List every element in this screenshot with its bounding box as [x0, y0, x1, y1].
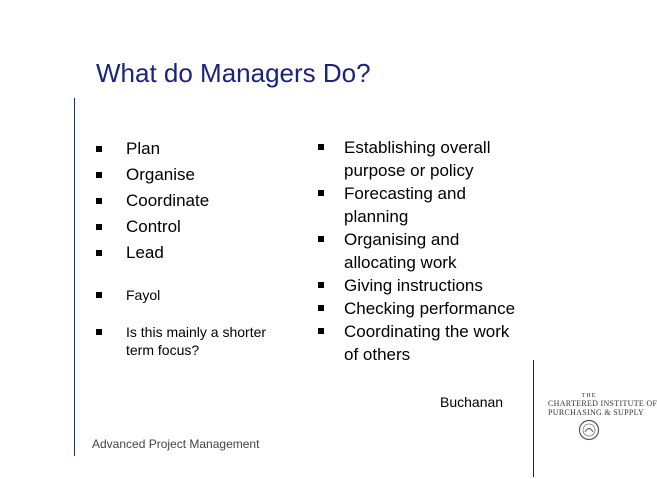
- square-bullet-icon: [96, 172, 102, 178]
- list-item-label: Is this mainly a shorter term focus?: [126, 324, 267, 358]
- square-bullet-icon: [96, 250, 102, 256]
- list-item: [96, 240, 209, 266]
- list-item: [318, 274, 524, 297]
- list-item: [96, 188, 209, 214]
- list-item-label: Organise: [126, 165, 195, 184]
- square-bullet-icon: [96, 224, 102, 230]
- square-bullet-icon: [96, 198, 102, 204]
- cips-logo: [548, 393, 657, 441]
- list-item-label: Fayol: [126, 287, 161, 303]
- manager-functions-list: [96, 136, 209, 266]
- attribution: Buchanan: [440, 394, 504, 410]
- slide-title: What do Managers Do?: [96, 58, 371, 88]
- list-item-label: Control: [126, 217, 181, 236]
- list-item: [318, 320, 524, 366]
- list-item-label: Checking performance: [344, 299, 516, 318]
- list-item: [318, 228, 524, 274]
- square-bullet-icon: [318, 144, 324, 150]
- list-item-label: Organising and allocating work: [344, 230, 460, 272]
- list-item: [96, 286, 296, 304]
- list-item-label: Lead: [126, 243, 164, 262]
- list-item: [96, 162, 209, 188]
- list-item: [96, 323, 296, 359]
- square-bullet-icon: [318, 328, 324, 334]
- square-bullet-icon: [96, 329, 102, 335]
- list-item: [318, 182, 524, 228]
- list-item: [318, 297, 524, 320]
- square-bullet-icon: [318, 236, 324, 242]
- list-item-label: Establishing overall purpose or policy: [344, 138, 491, 180]
- left-vertical-rule: [74, 98, 75, 456]
- square-bullet-icon: [318, 305, 324, 311]
- notes-list: [96, 286, 296, 378]
- list-item: [96, 214, 209, 240]
- logo-line: PURCHASING & SUPPLY: [548, 408, 645, 417]
- square-bullet-icon: [318, 282, 324, 288]
- square-bullet-icon: [318, 190, 324, 196]
- seal-icon: [578, 419, 600, 441]
- list-item-label: Forecasting and planning: [344, 184, 466, 226]
- list-item: [96, 136, 209, 162]
- list-item-label: Coordinating the work of others: [344, 322, 510, 364]
- list-item-label: Giving instructions: [344, 276, 483, 295]
- footer-course-name: Advanced Project Management: [92, 437, 260, 451]
- square-bullet-icon: [96, 292, 102, 298]
- list-item: [318, 136, 524, 182]
- logo-divider-rule: [533, 360, 534, 477]
- buchanan-activities-list: [318, 136, 524, 366]
- square-bullet-icon: [96, 146, 102, 152]
- list-item-label: Coordinate: [126, 191, 210, 210]
- list-item-label: Plan: [126, 139, 161, 158]
- logo-line: THE: [581, 393, 597, 399]
- logo-line: CHARTERED INSTITUTE OF: [548, 399, 657, 408]
